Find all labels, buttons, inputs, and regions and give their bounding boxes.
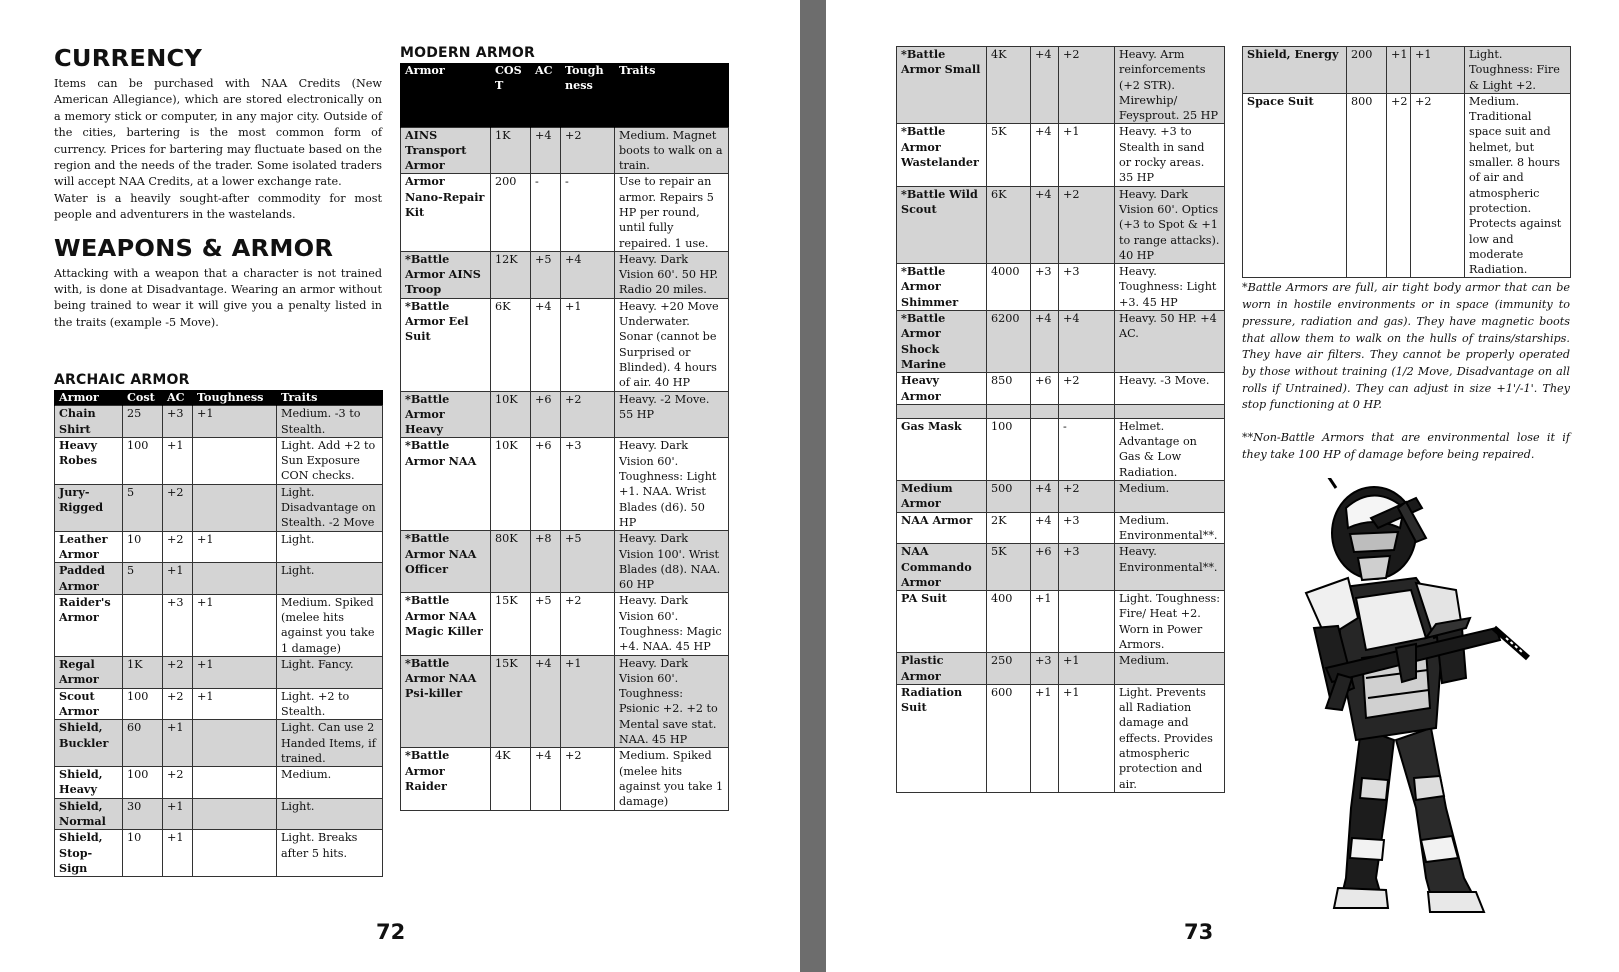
traits-cell: Medium. Spiked (melee hits against you take 1 damage) [277,594,383,656]
cost-cell: 15K [491,655,531,748]
armor-name-cell: Shield, Buckler [55,720,123,767]
ac-cell: +3 [163,406,193,438]
traits-cell: Use to repair an armor. Repairs 5 HP per round, until fully repaired. 1 use. [615,174,729,251]
table-row [401,127,729,174]
toughness-cell: +1 [1059,684,1115,792]
armor-name-cell: Shield, Stop-Sign [55,830,123,877]
ac-cell: +2 [163,484,193,531]
armor-name-cell: Plastic Armor [897,653,987,685]
cost-cell: 1K [123,657,163,689]
armor-name-cell: *Battle Armor NAA Magic Killer [401,593,491,655]
column-header: Cost [123,390,163,406]
toughness-cell: +1 [561,298,615,391]
toughness-cell [193,830,277,877]
archaic-armor-section [54,373,383,877]
table-row [401,391,729,438]
ac-cell: +1 [163,437,193,484]
ac-cell: +1 [163,720,193,767]
column-header: Toughness [561,63,615,127]
ac-cell: +4 [1031,124,1059,186]
armor-name-cell: *Battle Armor Eel Suit [401,298,491,391]
armor-name-cell: Gas Mask [897,418,987,480]
cost-cell: 100 [123,767,163,799]
traits-cell: Heavy. Dark Vision 60'. Toughness: Light +1. NAA. Wrist Blades (d6). 50 HP [615,438,729,531]
currency-paragraph-1: Items can be purchased with NAA Credits (New American Allegiance), which are stored electronically on a memory stick or computer, in any major city. Outside of the cities, bartering is the most common form of currency. Prices for bartering may fluctuate based on the region and the needs of the trader. Some isolated traders will accept NAA Credits, at a lower exchange rate. [54,77,382,189]
ac-cell: +2 [1387,93,1411,278]
table-row [401,748,729,810]
traits-cell: Medium. Traditional space suit and helmet, but smaller. 8 hours of air and atmospheric protection. Protects against low and moderate Radiation. [1465,93,1571,278]
ac-cell: - [531,174,561,251]
cost-cell: 100 [987,418,1031,480]
traits-cell: Heavy. Arm reinforcements (+2 STR). Mirewhip/ Feysprout. 25 HP [1115,47,1225,124]
ac-cell: +2 [163,531,193,563]
toughness-cell: +2 [1059,186,1115,263]
armor-name-cell: *Battle Armor Raider [401,748,491,810]
column-header: Traits [277,390,383,406]
table-header-row [401,63,729,127]
armored-soldier-illustration [1266,478,1546,918]
toughness-cell: - [561,174,615,251]
cost-cell: 100 [123,437,163,484]
table-row [1243,93,1571,278]
page-number: 72 [376,920,406,944]
ac-cell: +4 [1031,186,1059,263]
traits-cell: Light. Prevents all Radiation damage and effects. Provides atmospheric protection and air. [1115,684,1225,792]
toughness-cell [193,767,277,799]
table-row [897,544,1225,591]
table-row [55,720,383,767]
armor-name-cell [897,404,987,418]
column-header: Toughness [193,390,277,406]
cost-cell: 10 [123,531,163,563]
armor-name-cell: PA Suit [897,591,987,653]
toughness-cell: +2 [1059,481,1115,513]
toughness-cell [193,563,277,595]
table-row [55,437,383,484]
traits-cell: Medium. [1115,481,1225,513]
armor-name-cell: AINS Transport Armor [401,127,491,174]
armor-name-cell: *Battle Armor Heavy [401,391,491,438]
cost-cell: 12K [491,251,531,298]
table-row [897,418,1225,480]
traits-cell: Light. [277,563,383,595]
ac-cell: +3 [1031,653,1059,685]
cost-cell: 80K [491,531,531,593]
cost-cell: 30 [123,798,163,830]
table-row [55,830,383,877]
armor-name-cell: *Battle Armor NAA [401,438,491,531]
column-header: AC [531,63,561,127]
cost-cell: 15K [491,593,531,655]
traits-cell: Light. Toughness: Fire & Light +2. [1465,47,1571,94]
ac-cell: +1 [1387,47,1411,94]
armor-name-cell: Raider's Armor [55,594,123,656]
cost-cell: 1K [491,127,531,174]
cost-cell [987,404,1031,418]
traits-cell: Heavy. Environmental**. [1115,544,1225,591]
armor-name-cell: Radiation Suit [897,684,987,792]
table-row [401,298,729,391]
armor-name-cell: Shield, Heavy [55,767,123,799]
non-battle-armor-note: **Non-Battle Armors that are environmental lose it if they take 100 HP of damage before being repaired. [1242,431,1570,461]
left-page [0,0,800,972]
toughness-cell: - [1059,418,1115,480]
traits-cell: Light. +2 to Stealth. [277,688,383,720]
cost-cell: 5 [123,484,163,531]
table-row [897,512,1225,544]
cost-cell: 60 [123,720,163,767]
toughness-cell: +1 [1411,47,1465,94]
ac-cell: +1 [1031,591,1059,653]
traits-cell: Heavy. Dark Vision 60'. 50 HP. Radio 20 miles. [615,251,729,298]
cost-cell: 200 [491,174,531,251]
toughness-cell: +3 [1059,264,1115,311]
armor-name-cell: NAA Commando Armor [897,544,987,591]
page-number: 73 [1184,920,1214,944]
table-row [401,251,729,298]
toughness-cell: +3 [1059,512,1115,544]
table-row [897,47,1225,124]
traits-cell: Medium. -3 to Stealth. [277,406,383,438]
ac-cell: +5 [531,593,561,655]
modern-armor-section [400,46,729,811]
cost-cell: 4K [987,47,1031,124]
armor-name-cell: *Battle Armor Shimmer [897,264,987,311]
table-row [55,406,383,438]
armor-name-cell: Leather Armor [55,531,123,563]
table-row [55,531,383,563]
ac-cell: +4 [531,127,561,174]
table-row [897,373,1225,405]
ac-cell: +1 [163,830,193,877]
ac-cell: +5 [531,251,561,298]
traits-cell: Light. Add +2 to Sun Exposure CON checks. [277,437,383,484]
traits-cell: Medium. Spiked (melee hits against you take 1 damage) [615,748,729,810]
toughness-cell: +2 [1059,373,1115,405]
cost-cell: 2K [987,512,1031,544]
traits-cell: Helmet. Advantage on Gas & Low Radiation. [1115,418,1225,480]
toughness-cell: +1 [193,594,277,656]
armor-name-cell: Regal Armor [55,657,123,689]
armor-name-cell: *Battle Wild Scout [897,186,987,263]
traits-cell: Medium. Magnet boots to walk on a train. [615,127,729,174]
armor-table-continued-section [896,46,1225,793]
cost-cell: 600 [987,684,1031,792]
traits-cell: Heavy. -2 Move. 55 HP [615,391,729,438]
table-row [55,563,383,595]
armor-name-cell: Scout Armor [55,688,123,720]
weapons-armor-paragraph: Attacking with a weapon that a character is not trained with, is done at Disadvantage. Wearing an armor without being trained to wear it will give you a penalty listed in the traits (example -5 Move). [54,266,382,329]
ac-cell: +2 [163,767,193,799]
table-row [897,124,1225,186]
armor-name-cell: *Battle Armor Wastelander [897,124,987,186]
right-column [1242,46,1570,463]
cost-cell: 800 [1347,93,1387,278]
armor-name-cell: Medium Armor [897,481,987,513]
traits-cell: Light. Can use 2 Handed Items, if trained. [277,720,383,767]
ac-cell: +2 [163,657,193,689]
armor-name-cell: Heavy Robes [55,437,123,484]
toughness-cell: +1 [1059,124,1115,186]
toughness-cell: +2 [561,748,615,810]
cost-cell: 6K [491,298,531,391]
armor-table-continued [896,46,1225,793]
ac-cell: +6 [531,391,561,438]
traits-cell: Light. Fancy. [277,657,383,689]
traits-cell: Light. Breaks after 5 hits. [277,830,383,877]
toughness-cell: +1 [1059,653,1115,685]
toughness-cell: +2 [561,127,615,174]
ac-cell: +4 [1031,311,1059,373]
cost-cell: 5K [987,124,1031,186]
armor-name-cell: Armor Nano-Repair Kit [401,174,491,251]
toughness-cell [193,798,277,830]
table-row [897,311,1225,373]
traits-cell: Light. Toughness: Fire/ Heat +2. Worn in Power Armors. [1115,591,1225,653]
column-header: COST [491,63,531,127]
armor-name-cell: *Battle Armor Shock Marine [897,311,987,373]
column-header: Armor [401,63,491,127]
table-row [55,767,383,799]
toughness-cell: +3 [1059,544,1115,591]
toughness-cell: +4 [1059,311,1115,373]
table-header-row [55,390,383,406]
toughness-cell [193,437,277,484]
toughness-cell: +2 [561,593,615,655]
toughness-cell [193,720,277,767]
traits-cell: Heavy. Dark Vision 60'. Optics (+3 to Spot & +1 to range attacks). 40 HP [1115,186,1225,263]
toughness-cell [1059,404,1115,418]
ac-cell [1031,404,1059,418]
toughness-cell: +1 [193,531,277,563]
armor-name-cell: *Battle Armor NAA Psi-killer [401,655,491,748]
table-row [897,684,1225,792]
traits-cell: Heavy. +20 Move Underwater. Sonar (cannot be Surprised or Blinded). 4 hours of air. 40 HP [615,298,729,391]
archaic-armor-heading: ARCHAIC ARMOR [54,372,190,388]
archaic-armor-table [54,390,383,877]
toughness-cell: +5 [561,531,615,593]
table-row [897,404,1225,418]
armor-name-cell: Space Suit [1243,93,1347,278]
column-header: Traits [615,63,729,127]
ac-cell: +6 [1031,373,1059,405]
traits-cell: Heavy. 50 HP. +4 AC. [1115,311,1225,373]
modern-armor-heading: MODERN ARMOR [400,45,536,61]
table-row [401,438,729,531]
traits-cell: Heavy. -3 Move. [1115,373,1225,405]
cost-cell: 10 [123,830,163,877]
armor-name-cell: Heavy Armor [897,373,987,405]
ac-cell: +6 [531,438,561,531]
traits-cell: Light. [277,798,383,830]
toughness-cell: +2 [561,391,615,438]
column-header: Armor [55,390,123,406]
table-row [401,174,729,251]
ac-cell: +4 [1031,512,1059,544]
cost-cell: 100 [123,688,163,720]
table-row [55,688,383,720]
table-row [55,484,383,531]
armor-name-cell: Shield, Normal [55,798,123,830]
armor-name-cell: Padded Armor [55,563,123,595]
table-row [897,591,1225,653]
ac-cell: +1 [163,798,193,830]
ac-cell: +3 [163,594,193,656]
toughness-cell: +2 [1411,93,1465,278]
cost-cell: 25 [123,406,163,438]
traits-cell: Medium. Environmental**. [1115,512,1225,544]
toughness-cell: +1 [193,688,277,720]
table-row [401,531,729,593]
table-row [401,655,729,748]
cost-cell: 850 [987,373,1031,405]
toughness-cell [193,484,277,531]
cost-cell: 10K [491,391,531,438]
armor-name-cell: Jury-Rigged [55,484,123,531]
traits-cell: Heavy. Toughness: Light +3. 45 HP [1115,264,1225,311]
traits-cell [1115,404,1225,418]
traits-cell: Light. [277,531,383,563]
table-row [1243,47,1571,94]
toughness-cell: +1 [193,657,277,689]
table-row [897,481,1225,513]
traits-cell: Heavy. Dark Vision 100'. Wrist Blades (d8). NAA. 60 HP [615,531,729,593]
ac-cell: +4 [1031,47,1059,124]
armor-name-cell: Shield, Energy [1243,47,1347,94]
ac-cell: +1 [163,563,193,595]
ac-cell: +3 [1031,264,1059,311]
armor-name-cell: *Battle Armor AINS Troop [401,251,491,298]
cost-cell: 5 [123,563,163,595]
right-page [826,0,1619,972]
cost-cell: 4K [491,748,531,810]
cost-cell [123,594,163,656]
table-row [55,798,383,830]
cost-cell: 5K [987,544,1031,591]
traits-cell: Heavy. Dark Vision 60'. Toughness: Psionic +2. +2 to Mental save stat. NAA. 45 HP [615,655,729,748]
table-row [897,653,1225,685]
traits-cell: Medium. [1115,653,1225,685]
battle-armor-note: *Battle Armors are full, air tight body armor that can be worn in hostile environments or in space (immunity to pressure, radiation and gas). They have magnetic boots that allow them to walk on the hulls of trains/starships. They have air filters. They cannot be properly operated by those without training (1/2 Move, Disadvantage on all rolls if Untrained). They can adjust in size +1'/-1'. They stop functioning at 0 HP. [1242,281,1570,412]
toughness-cell: +1 [193,406,277,438]
armor-name-cell: Chain Shirt [55,406,123,438]
table-row [897,186,1225,263]
ac-cell [1031,418,1059,480]
column-header: AC [163,390,193,406]
weapons-armor-heading: WEAPONS & ARMOR [54,235,334,262]
cost-cell: 400 [987,591,1031,653]
toughness-cell: +3 [561,438,615,531]
table-row [55,594,383,656]
table-row [897,264,1225,311]
ac-cell: +4 [531,298,561,391]
cost-cell: 10K [491,438,531,531]
armor-name-cell: NAA Armor [897,512,987,544]
traits-cell: Heavy. Dark Vision 60'. Toughness: Magic +4. NAA. 45 HP [615,593,729,655]
toughness-cell: +2 [1059,47,1115,124]
currency-heading: CURRENCY [54,46,203,72]
ac-cell: +6 [1031,544,1059,591]
cost-cell: 250 [987,653,1031,685]
left-text-column [54,48,382,331]
cost-cell: 500 [987,481,1031,513]
toughness-cell: +1 [561,655,615,748]
modern-armor-table [400,63,729,811]
shields-suits-table [1242,46,1571,278]
table-row [55,657,383,689]
traits-cell: Heavy. +3 to Stealth in sand or rocky areas. 35 HP [1115,124,1225,186]
ac-cell: +4 [531,748,561,810]
currency-paragraph-2: Water is a heavily sought-after commodity for most people and adventurers in the wastelands. [54,191,382,222]
book-spine [800,0,826,972]
cost-cell: 4000 [987,264,1031,311]
toughness-cell: +4 [561,251,615,298]
ac-cell: +4 [531,655,561,748]
armor-name-cell: *Battle Armor Small [897,47,987,124]
ac-cell: +1 [1031,684,1059,792]
traits-cell: Medium. [277,767,383,799]
cost-cell: 6K [987,186,1031,263]
traits-cell: Light. Disadvantage on Stealth. -2 Move [277,484,383,531]
cost-cell: 6200 [987,311,1031,373]
cost-cell: 200 [1347,47,1387,94]
toughness-cell [1059,591,1115,653]
ac-cell: +2 [163,688,193,720]
ac-cell: +4 [1031,481,1059,513]
armor-name-cell: *Battle Armor NAA Officer [401,531,491,593]
table-row [401,593,729,655]
ac-cell: +8 [531,531,561,593]
